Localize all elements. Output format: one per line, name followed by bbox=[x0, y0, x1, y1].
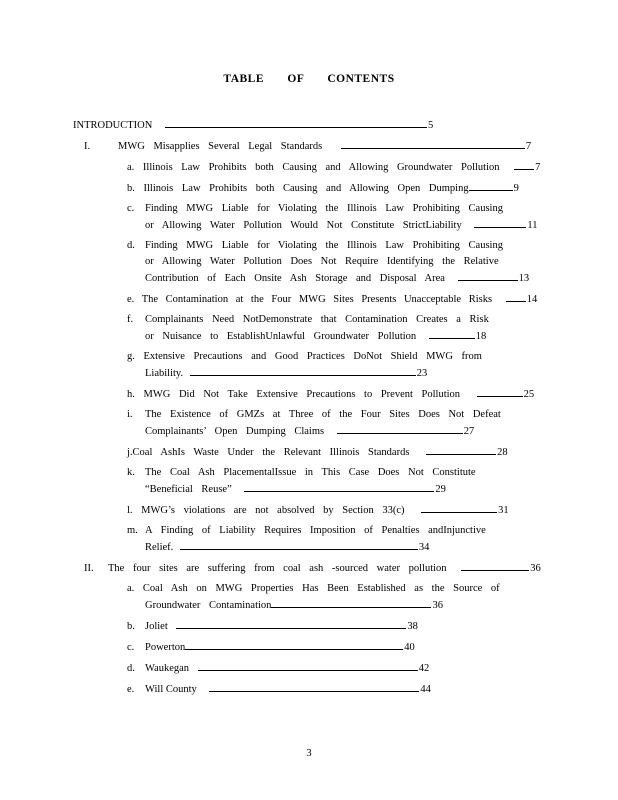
item-letter: e. bbox=[127, 294, 135, 305]
item-letter: j. bbox=[127, 447, 133, 458]
item-letter: h. bbox=[127, 389, 135, 400]
toc-entry-label: Powerton bbox=[145, 642, 186, 653]
leader-line bbox=[337, 424, 463, 434]
toc-item-1b bbox=[127, 181, 519, 196]
toc-item-1c-cont bbox=[145, 218, 537, 233]
leader-line bbox=[244, 482, 434, 492]
toc-entry-label: Complainants’ Open Dumping Claims bbox=[145, 426, 325, 437]
page-number: 3 bbox=[306, 748, 312, 759]
toc-entry-label: “Beneficial Reuse” bbox=[145, 484, 232, 495]
toc-item-1g-cont bbox=[145, 366, 427, 381]
toc-page-number: 7 bbox=[535, 162, 541, 173]
section-number: I. bbox=[84, 141, 91, 152]
toc-entry-label: Waukegan bbox=[145, 663, 190, 674]
toc-page-number: 25 bbox=[523, 389, 535, 400]
toc-page-number: 23 bbox=[416, 368, 428, 379]
item-letter: g. bbox=[127, 351, 135, 362]
toc-entry-label: The Coal Ash PlacementalIssue in This Case Does Not Constitute bbox=[145, 467, 476, 478]
toc-page-number: 28 bbox=[497, 447, 508, 458]
toc-entry-label: or Allowing Water Pollution Does Not Require Identifying the Relative bbox=[145, 256, 499, 267]
toc-page-number: 13 bbox=[518, 273, 530, 284]
toc-item-1m-cont bbox=[145, 540, 429, 555]
toc-entry-label: MWG Misapplies Several Legal Standards bbox=[118, 141, 323, 152]
toc-title: TABLE OF CONTENTS bbox=[223, 73, 395, 85]
toc-item-1i bbox=[127, 408, 501, 422]
item-letter: a. bbox=[127, 162, 135, 173]
item-letter: i. bbox=[127, 409, 133, 420]
leader-line bbox=[426, 445, 496, 455]
item-letter: d. bbox=[127, 240, 135, 251]
toc-entry-label: Groundwater Contamination bbox=[145, 600, 272, 611]
toc-entry-label: Will County bbox=[145, 684, 197, 695]
item-letter: l. bbox=[127, 505, 133, 516]
toc-page-number: 42 bbox=[418, 663, 430, 674]
toc-entry-label: Contribution of Each Onsite Ash Storage and Disposal Area bbox=[145, 273, 445, 284]
toc-entry-label: or Nuisance to EstablishUnlawful Groundwater Pollution bbox=[145, 331, 417, 342]
toc-entry-label: or Allowing Water Pollution Would Not Constitute StrictLiability bbox=[145, 220, 462, 231]
item-letter: f. bbox=[127, 314, 134, 325]
leader-line bbox=[341, 139, 525, 149]
toc-entry-label: Illinois Law Prohibits both Causing and Allowing Groundwater Pollution bbox=[142, 162, 500, 173]
toc-page-number: 36 bbox=[432, 600, 443, 611]
item-letter: m. bbox=[127, 525, 138, 536]
toc-item-1f-cont bbox=[145, 329, 486, 344]
toc-page-number: 29 bbox=[435, 484, 446, 495]
toc-item-2a-cont bbox=[145, 598, 443, 613]
toc-entry-label: MWG Did Not Take Extensive Precautions to Prevent Pollution bbox=[143, 389, 461, 400]
item-letter: a. bbox=[127, 583, 135, 594]
leader-line bbox=[185, 640, 403, 650]
toc-page-number: 34 bbox=[418, 542, 430, 553]
leader-line bbox=[429, 329, 475, 339]
toc-page-number: 36 bbox=[530, 563, 541, 574]
toc-entry-label: Finding MWG Liable for Violating the Illinois Law Prohibiting Causing bbox=[145, 203, 503, 214]
toc-item-2e bbox=[127, 682, 431, 697]
toc-entry-label: The Contamination at the Four MWG Sites Presents Unacceptable Risks bbox=[141, 294, 493, 305]
toc-page-number: 27 bbox=[463, 426, 475, 437]
toc-page-number: 11 bbox=[527, 220, 538, 231]
leader-line bbox=[165, 118, 427, 128]
toc-item-1d-cont bbox=[145, 255, 499, 269]
toc-item-1e bbox=[127, 292, 537, 307]
toc-entry-label: INTRODUCTION bbox=[73, 120, 153, 131]
leader-line bbox=[458, 271, 518, 281]
toc-item-1c bbox=[127, 202, 503, 216]
toc-entry-label: The Existence of GMZs at Three of the Four Sites Does Not Defeat bbox=[145, 409, 501, 420]
leader-line bbox=[190, 366, 416, 376]
toc-entry-label: Complainants Need NotDemonstrate that Contamination Creates a Risk bbox=[145, 314, 489, 325]
leader-line bbox=[198, 661, 418, 671]
toc-page-number: 38 bbox=[407, 621, 418, 632]
toc-item-1f bbox=[127, 313, 489, 327]
toc-page-number: 31 bbox=[498, 505, 509, 516]
toc-entry-label: Extensive Precautions and Good Practices DoNot Shield MWG from bbox=[143, 351, 482, 362]
toc-section-1 bbox=[84, 139, 531, 154]
toc-entry-label: Liability. bbox=[145, 368, 184, 379]
toc-page-number: 7 bbox=[525, 141, 532, 152]
leader-line bbox=[477, 387, 523, 397]
toc-page-number: 14 bbox=[526, 294, 538, 305]
toc-item-1i-cont bbox=[145, 424, 474, 439]
toc-item-1k bbox=[127, 466, 476, 480]
toc-item-1m bbox=[127, 524, 486, 538]
leader-line bbox=[474, 218, 526, 228]
toc-entry-label: Coal Ash on MWG Properties Has Been Established as the Source of bbox=[142, 583, 500, 594]
toc-item-1l bbox=[127, 503, 509, 518]
leader-line bbox=[514, 160, 534, 170]
item-letter: e. bbox=[127, 684, 135, 695]
toc-entry-label: MWG’s violations are not absolved by Section 33(c) bbox=[141, 505, 405, 516]
toc-entry-label: The four sites are suffering from coal ash -sourced water pollution bbox=[108, 563, 447, 574]
toc-item-1k-cont bbox=[145, 482, 446, 497]
leader-line bbox=[176, 619, 406, 629]
toc-item-1d bbox=[127, 239, 503, 253]
toc-item-2b bbox=[127, 619, 418, 634]
toc-page-number: 44 bbox=[420, 684, 431, 695]
toc-entry-label: Joliet bbox=[145, 621, 168, 632]
leader-line bbox=[469, 181, 513, 191]
toc-item-2a bbox=[127, 582, 500, 596]
toc-entry-label: A Finding of Liability Requires Imposition of Penalties andInjunctive bbox=[145, 525, 486, 536]
toc-entry-label: Finding MWG Liable for Violating the Illinois Law Prohibiting Causing bbox=[145, 240, 503, 251]
item-letter: k. bbox=[127, 467, 135, 478]
toc-entry-label: Coal AshIs Waste Under the Relevant Illinois Standards bbox=[132, 447, 410, 458]
item-letter: c. bbox=[127, 642, 135, 653]
item-letter: d. bbox=[127, 663, 135, 674]
toc-item-1h bbox=[127, 387, 534, 402]
leader-line bbox=[180, 540, 418, 550]
toc-page-number: 18 bbox=[475, 331, 487, 342]
item-letter: c. bbox=[127, 203, 135, 214]
leader-line bbox=[271, 598, 431, 608]
leader-line bbox=[209, 682, 419, 692]
toc-item-1g bbox=[127, 350, 482, 364]
section-number: II. bbox=[84, 563, 94, 574]
toc-item-2d bbox=[127, 661, 429, 676]
leader-line bbox=[421, 503, 497, 513]
toc-page-number: 5 bbox=[427, 120, 434, 131]
item-letter: b. bbox=[127, 621, 135, 632]
toc-item-1d-cont2 bbox=[145, 271, 529, 286]
toc-section-2 bbox=[84, 561, 541, 576]
toc-page-number: 40 bbox=[404, 642, 415, 653]
toc-item-1a bbox=[127, 160, 540, 175]
toc-item-1j bbox=[127, 445, 508, 460]
toc-item-2c bbox=[127, 640, 415, 655]
leader-line bbox=[461, 561, 529, 571]
leader-line bbox=[506, 292, 526, 302]
item-letter: b. bbox=[127, 183, 135, 194]
toc-entry-introduction bbox=[73, 118, 433, 133]
toc-entry-label: Illinois Law Prohibits both Causing and Allowing Open Dumping bbox=[143, 183, 469, 194]
toc-entry-label: Relief. bbox=[145, 542, 174, 553]
toc-page-number: 9 bbox=[513, 183, 519, 194]
